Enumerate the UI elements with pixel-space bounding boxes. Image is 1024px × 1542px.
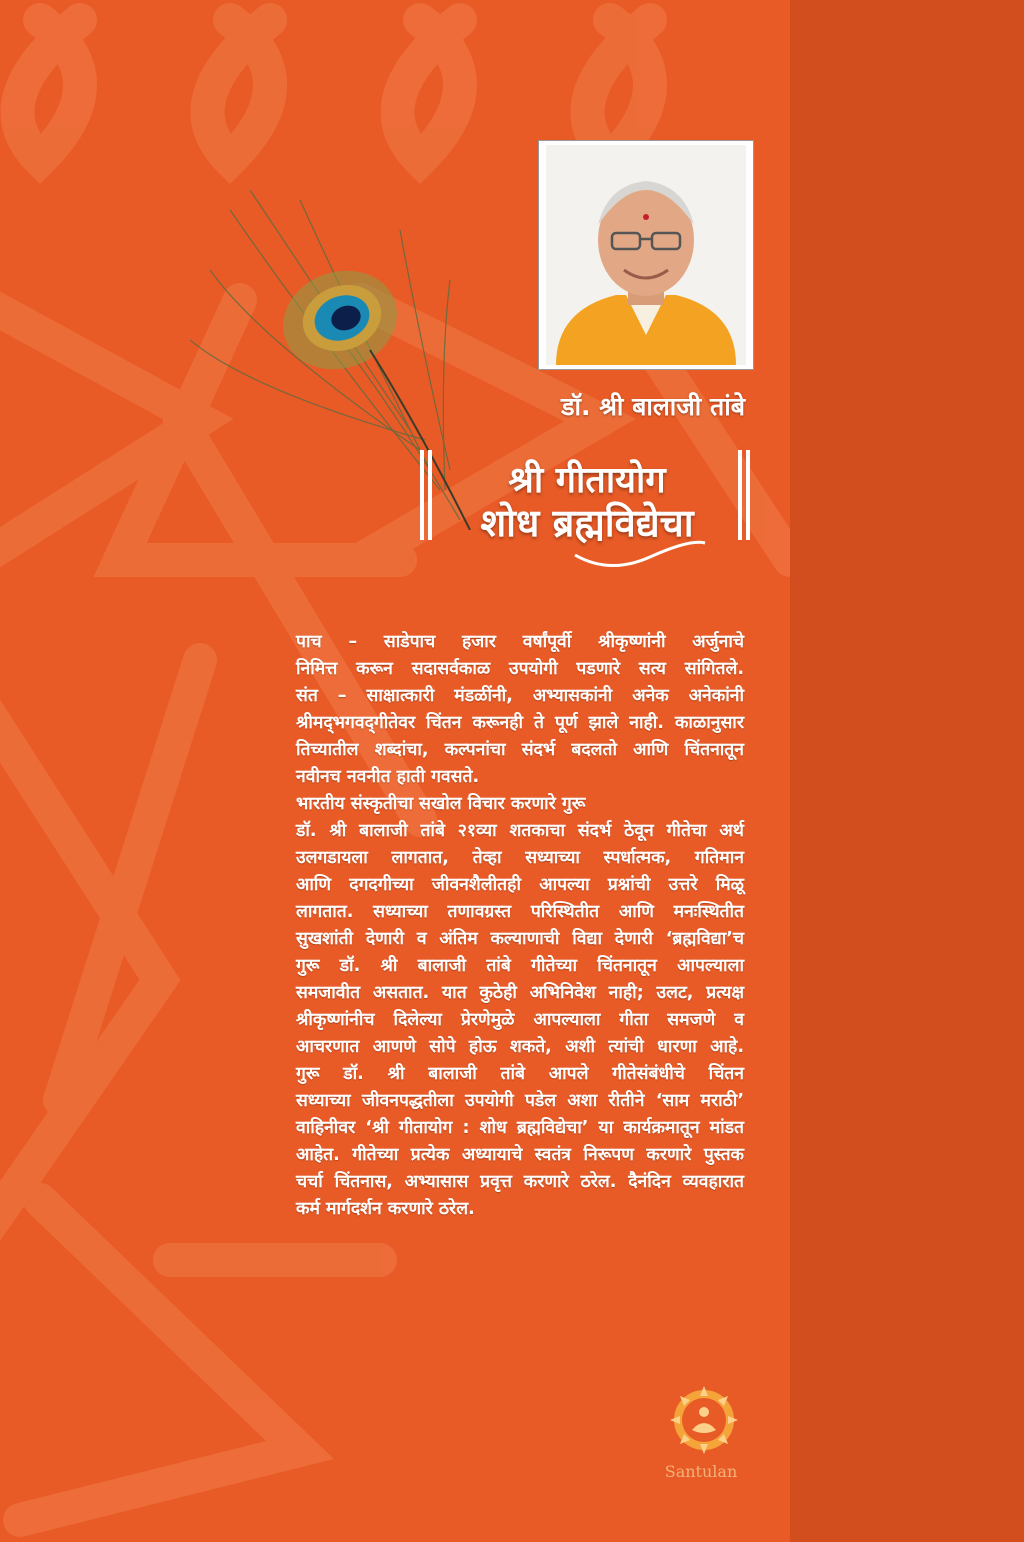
blurb-line: गुरू डॉ. श्री बालाजी तांबे गीतेच्या चिंतनातून आपल्याला [296, 956, 744, 976]
blurb-line: चर्चा चिंतनास, अभ्यासास प्रवृत्त करणारे ठरेल. दैनंदिन व्यवहारात [296, 1172, 744, 1192]
blurb-line: सध्याच्या जीवनपद्धतीला उपयोगी पडेल अशा रीतीने ‘साम मराठी’ [296, 1091, 744, 1111]
blurb-text [296, 629, 744, 1223]
author-name: डॉ. श्री बालाजी तांबे [561, 392, 745, 421]
author-portrait-icon [543, 145, 749, 365]
blurb-line: पाच – साडेपाच हजार वर्षांपूर्वी श्रीकृष्णांनी अर्जुनाचे [296, 632, 744, 652]
title-line-1: श्री गीतायोग [508, 460, 666, 501]
blurb-line: निमित्त करून सदासर्वकाळ उपयोगी पडणारे सत्य सांगितले. [296, 659, 744, 679]
blurb-line: समजावीत असतात. यात कुठेही अभिनिवेश नाही; उलट, प्रत्यक्ष [296, 983, 744, 1003]
blurb-line: भारतीय संस्कृतीचा सखोल विचार करणारे गुरू [296, 794, 586, 814]
blurb-line: आहेत. गीतेच्या प्रत्येक अध्यायाचे स्वतंत्र निरूपण करणारे पुस्तक [296, 1145, 744, 1165]
title-line-2: शोध ब्रह्मविद्येचा [480, 501, 694, 545]
blurb-line: लागतात. सध्याच्या तणावग्रस्त परिस्थितीत आणि मनःस्थितीत [296, 902, 744, 922]
author-photo [538, 140, 754, 370]
publisher-name: Santulan [664, 1462, 738, 1481]
santulan-logo-icon [668, 1384, 740, 1456]
blurb-line: श्रीमद्‌भगवद्‌गीतेवर चिंतन करूनही ते पूर्ण झाले नाही. काळानुसार [296, 713, 744, 733]
blurb-line: वाहिनीवर ‘श्री गीतायोग : शोध ब्रह्मविद्येचा’ या कार्यक्रमातून मांडत [296, 1118, 744, 1138]
blurb-line: उलगडायला लागतात, तेव्हा सध्याच्या स्पर्धात्मक, गतिमान [296, 848, 744, 868]
blurb-line: गुरू डॉ. श्री बालाजी तांबे आपले गीतेसंबंधीचे चिंतन [296, 1064, 744, 1084]
blurb-line: संत – साक्षात्कारी मंडळींनी, अभ्यासकांनी अनेक अनेकांनी [296, 686, 744, 706]
blurb-line: डॉ. श्री बालाजी तांबे २१व्या शतकाचा संदर्भ ठेवून गीतेचा अर्थ [296, 821, 744, 841]
blurb-line: नवीनच नवनीत हाती गवसते. [296, 767, 480, 787]
book-title [420, 450, 750, 580]
blurb-line: श्रीकृष्णांनीच दिलेल्या प्रेरणेमुळे आपल्याला गीता समजणे व [296, 1010, 744, 1030]
title-flourish-icon [570, 535, 710, 575]
blurb-line: कर्म मार्गदर्शन करणारे ठरेल. [296, 1199, 475, 1219]
blurb-line: तिच्यातील शब्दांचा, कल्पनांचा संदर्भ बदलतो आणि चिंतनातून [296, 740, 744, 760]
spine-strip [790, 0, 1024, 1542]
blurb-line: आणि दगदगीच्या जीवनशैलीतही आपल्या प्रश्नांची उत्तरे मिळू [296, 875, 744, 895]
blurb-line: आचरणात आणणे सोपे होऊ शकते, अशी त्यांची धारणा आहे. [296, 1037, 744, 1057]
blurb-line: सुखशांती देणारी व अंतिम कल्याणाची विद्या देणारी ‘ब्रह्मविद्या’च [296, 929, 744, 949]
